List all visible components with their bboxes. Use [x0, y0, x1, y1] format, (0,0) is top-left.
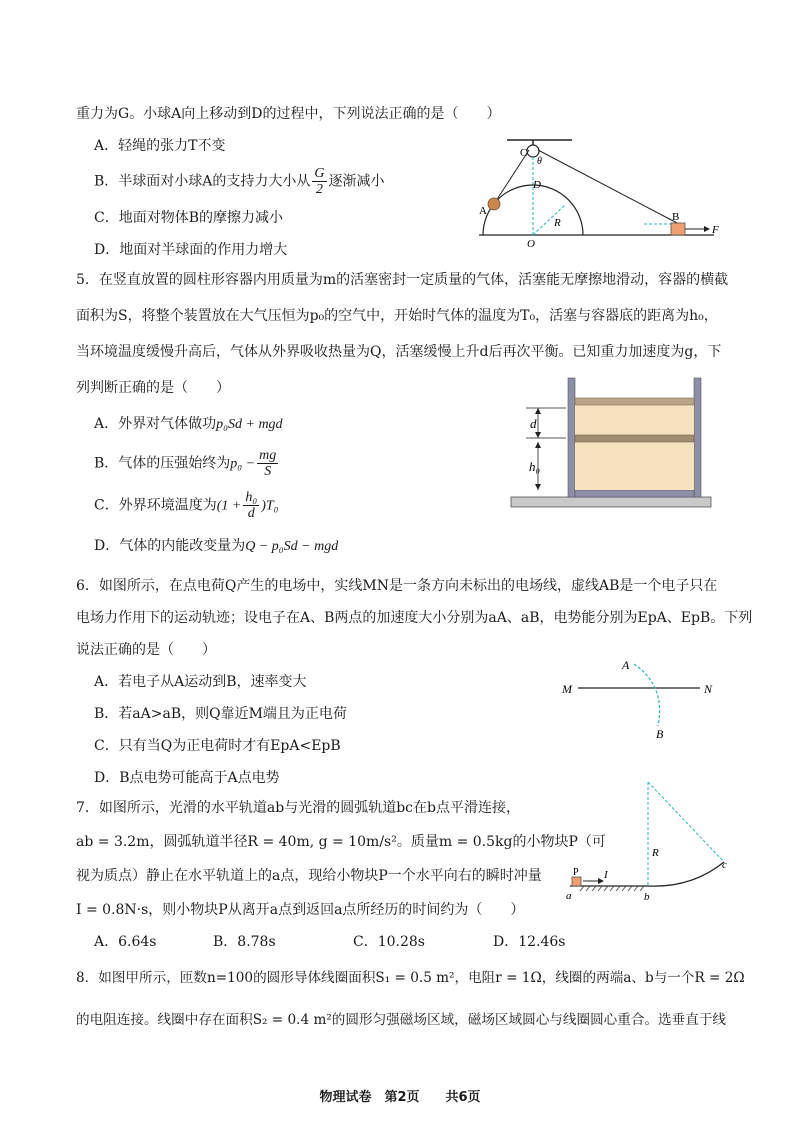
label-r: R [652, 847, 659, 859]
q5-c-fraction: $\frac{\text{h₀}}{d}$ [245, 490, 258, 521]
q5-b-fraction: $\frac{mg}{S}$ [259, 448, 277, 479]
block-p-icon [572, 877, 581, 886]
label-p: P [573, 867, 579, 878]
label-m: M [562, 682, 572, 696]
container-bottom [575, 490, 694, 497]
q4-fraction: $\frac{G}{2}$ [314, 166, 325, 197]
piston-initial [575, 435, 694, 442]
label-i: I [604, 869, 608, 881]
q4-option-c: C．地面对物体B的摩擦力减小 [94, 210, 283, 226]
label-c: C [520, 147, 528, 159]
q6-figure [556, 656, 726, 742]
q7-line-2: ab = 3.2m，圆弧轨道半径R = 40m, g = 10m/s²。质量m = 0.5kg的小物块P（可 [76, 834, 606, 850]
label-b: B [656, 727, 664, 741]
label-b: b [644, 891, 650, 903]
q8-line-1: 8．如图甲所示，匝数n=100的圆形导体线圈面积S₁ = 0.5 m²，电阻r = 1Ω，线圈的两端a、b与一个R = 2Ω [76, 970, 745, 986]
q5-line-1: 5．在竖直放置的圆柱形容器内用质量为m的活塞密封一定质量的气体，活塞能无摩擦地滑动，容器的横截 [76, 272, 729, 288]
q6-line-3: 说法正确的是（ ） [76, 642, 216, 658]
q6-option-a: A．若电子从A运动到B，速率变大 [94, 674, 307, 690]
q7-figure [562, 770, 742, 910]
q4-option-d: D．地面对半球面的作用力增大 [94, 242, 288, 258]
container-right-wall [694, 378, 701, 497]
label-theta: θ [537, 156, 542, 167]
ground [511, 497, 711, 507]
q4-figure [474, 130, 734, 250]
block-b-icon [671, 223, 685, 235]
label-h0: h₀ [529, 459, 541, 474]
q6-option-b: B．若aA>aB，则Q靠近M端且为正电荷 [94, 706, 347, 722]
q5-option-a: A．外界对气体做功p₀Sd + mgd [94, 416, 283, 432]
q4-option-a: A．轻绳的张力T不变 [94, 138, 226, 154]
q5-figure [506, 374, 716, 514]
label-d: d [530, 416, 537, 431]
q5-line-3: 当环境温度缓慢升高后，气体从外界吸收热量为Q，活塞缓慢上升d后再次平衡。已知重力加速度为g，下 [76, 344, 722, 360]
q7-option-c: C．10.28s [353, 934, 425, 950]
label-r: R [554, 217, 561, 229]
q5-line-4: 列判断正确的是（ ） [76, 380, 230, 396]
q6-option-c: C．只有当Q为正电荷时才有EpA<EpB [94, 738, 341, 754]
label-b: B [672, 211, 680, 223]
q5-option-b: B．气体的压强始终为p₀ − $\frac{mg}{S}$ [94, 448, 277, 479]
label-a: a [566, 890, 572, 902]
q5-option-d-expr: Q − p₀Sd − mgd [245, 539, 339, 554]
q4-stem: 重力为G。小球A向上移动到D的过程中，下列说法正确的是（ ） [76, 106, 501, 122]
q7-option-b: B．8.78s [213, 934, 276, 950]
gas-region [575, 398, 694, 490]
q6-line-1: 6．如图所示，在点电荷Q产生的电场中，实线MN是一条方向未标出的电场线，虚线AB是一个电子只在 [76, 578, 718, 594]
q7-line-4: I = 0.8N·s，则小物块P从离开a点到返回a点所经历的时间约为（ ） [76, 902, 525, 918]
piston-final [575, 398, 694, 405]
q7-option-a: A．6.64s [94, 934, 157, 950]
q6-option-d: D．B点电势可能高于A点电势 [94, 770, 280, 786]
q5-line-2: 面积为S，将整个装置放在大气压恒为p₀的空气中，开始时气体的温度为T₀，活塞与容器底的距离为h₀， [76, 308, 718, 324]
q7-option-d: D．12.46s [493, 934, 566, 950]
q8-line-2: 的电阻连接。线圈中存在面积S₂ = 0.4 m²的圆形匀强磁场区域，磁场区域圆心与线圈圆心重合。选垂直于线 [76, 1012, 727, 1028]
page-footer: 物理试卷 第2页 共6页 [319, 1090, 481, 1105]
label-a: A [622, 658, 630, 672]
label-o: O [527, 238, 535, 250]
q6-line-2: 电场力作用下的运动轨迹；设电子在A、B两点的加速度大小分别为aA、aB，电势能分别为EpA、EpB。下列 [76, 610, 753, 626]
label-d: D [533, 179, 541, 191]
container-left-wall [568, 378, 575, 497]
q5-option-a-expr: p₀Sd + mgd [216, 417, 283, 432]
label-c: c [722, 859, 727, 871]
label-f: F [712, 224, 719, 236]
q7-line-3: 视为质点）静止在水平轨道上的a点，现给小物块P一个水平向右的瞬时冲量 [76, 868, 542, 884]
label-n: N [704, 682, 713, 696]
ball-a-icon [488, 198, 500, 210]
q5-option-c: C．外界环境温度为(1 + $\frac{\text{h₀}}{d}$ )T₀ [94, 490, 279, 521]
q7-line-1: 7．如图所示，光滑的水平轨道ab与光滑的圆弧轨道bc在b点平滑连接， [76, 800, 520, 816]
q5-option-d: D．气体的内能改变量为Q − p₀Sd − mgd [94, 538, 339, 554]
q4-option-b-tail: 逐渐减小 [328, 173, 385, 190]
label-a: A [479, 205, 487, 217]
q4-option-b-text: B．半球面对小球A的支持力大小从 [94, 173, 311, 190]
q4-option-b [94, 166, 385, 196]
